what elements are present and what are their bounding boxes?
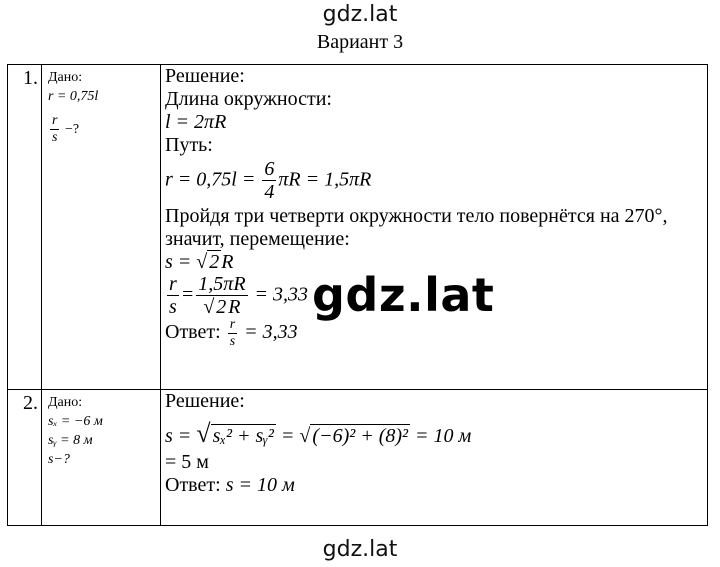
ratio-rhs-fraction bbox=[196, 274, 247, 318]
answer-den: s bbox=[229, 333, 236, 349]
equation-continue: = 5 м bbox=[165, 451, 209, 473]
solution-label: Решение: bbox=[165, 65, 245, 87]
circumference-label: Длина окружности: bbox=[165, 88, 332, 110]
eq-r-fraction bbox=[262, 159, 276, 203]
path-label: Путь: bbox=[165, 134, 213, 156]
given-label: Дано: bbox=[48, 395, 83, 410]
eq-s-tail: R bbox=[221, 251, 234, 273]
sqrt-radicand: 2 bbox=[216, 296, 227, 318]
find-tail: −? bbox=[61, 121, 80, 137]
eq-r-den: 4 bbox=[264, 181, 275, 203]
given-cell bbox=[42, 65, 161, 390]
answer-label: Ответ: bbox=[165, 321, 226, 344]
sqrt-radicand: sₓ² + sᵧ² bbox=[212, 425, 274, 447]
given-cell bbox=[42, 390, 161, 526]
answer-line bbox=[165, 318, 707, 349]
answer-value: s = 10 м bbox=[225, 474, 295, 496]
table-row bbox=[8, 65, 708, 390]
watermark-bottom: gdz.lat bbox=[322, 537, 398, 562]
ratio-value: = 3,33 bbox=[249, 283, 309, 306]
answer-value: = 3,33 bbox=[239, 321, 298, 344]
text-rotation: Пройдя три четверти окружности тело повернётся на 270°, bbox=[165, 205, 668, 227]
text-displacement: значит, перемещение: bbox=[165, 228, 350, 250]
given-find: s−? bbox=[48, 452, 70, 467]
solution-cell bbox=[161, 65, 708, 390]
sqrt-radicand: (−6)² + (8)² bbox=[312, 425, 409, 447]
ratio-rhs-num: 1,5πR bbox=[198, 273, 246, 295]
equation-ratio: $\frac{r}{s}$ = $\frac{1,5\pi R}{√ 2 R}$ = 3,33 bbox=[169, 273, 309, 318]
given-find bbox=[48, 114, 160, 145]
solution-label: Решение: bbox=[165, 390, 245, 412]
answer-fraction bbox=[228, 318, 237, 349]
problem-number: 1. bbox=[8, 65, 42, 390]
watermark-top: gdz.lat bbox=[322, 2, 398, 27]
answer-num: r bbox=[229, 317, 236, 332]
eq-mid: = bbox=[275, 425, 300, 447]
eq-lhs: s = bbox=[165, 425, 197, 447]
answer-label: Ответ: bbox=[165, 474, 226, 496]
find-den: s bbox=[52, 129, 58, 145]
sqrt-symbol: √ 2 bbox=[196, 251, 220, 273]
equation-l: l = 2πR bbox=[165, 111, 227, 133]
given-sy: sᵧ = 8 м bbox=[48, 433, 93, 448]
table-row bbox=[8, 390, 708, 526]
given-sx: sₓ = −6 м bbox=[48, 414, 103, 429]
eq-r-num: 6 bbox=[264, 158, 275, 180]
find-num: r bbox=[52, 113, 58, 128]
ratio-rhs-den bbox=[196, 296, 247, 318]
eq-s-lhs: s = bbox=[165, 251, 197, 273]
ratio-fraction bbox=[167, 274, 179, 318]
ratio-den: s bbox=[169, 296, 177, 318]
given-label: Дано: bbox=[48, 70, 83, 85]
watermark-center: gdz.lat bbox=[312, 268, 495, 322]
sqrt-symbol: √ (−6)² + (8)² bbox=[299, 425, 409, 447]
equation-r bbox=[165, 159, 707, 203]
problem-number: 2. bbox=[8, 390, 42, 526]
solution-cell bbox=[161, 390, 708, 526]
sqrt-symbol: √ 2 bbox=[203, 296, 227, 318]
ratio-den-tail: R bbox=[228, 296, 241, 318]
find-fraction bbox=[50, 114, 59, 145]
sqrt-symbol: √ sₓ² + sᵧ² bbox=[196, 419, 274, 448]
equation-s bbox=[165, 419, 707, 449]
eq-r-lhs: r = 0,75l = bbox=[165, 168, 261, 191]
given-value: r = 0,75l bbox=[48, 89, 99, 104]
page-title: Вариант 3 bbox=[316, 31, 404, 53]
answer-line bbox=[165, 474, 707, 497]
eq-value: = 10 м bbox=[410, 425, 472, 447]
eq-r-rhs: πR = 1,5πR bbox=[278, 168, 372, 191]
sqrt-radicand: 2 bbox=[209, 251, 220, 273]
ratio-num: r bbox=[169, 273, 177, 295]
